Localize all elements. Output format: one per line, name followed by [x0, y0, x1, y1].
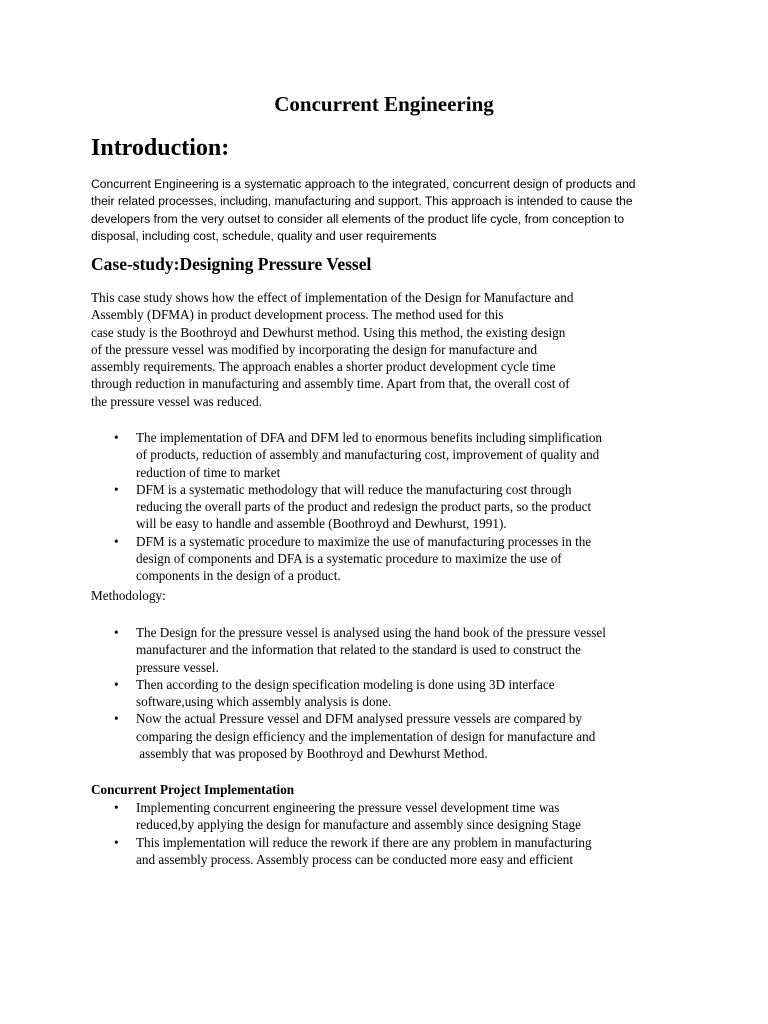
list-item-line: software,using which assembly analysis is done.	[136, 694, 392, 710]
list-item-line: reduced,by applying the design for manufacture and assembly since designing Stage	[136, 817, 581, 833]
bullet-icon: •	[114, 430, 119, 445]
methodology-label: Methodology:	[91, 588, 166, 603]
introduction-paragraph	[91, 176, 691, 245]
list-item	[91, 834, 691, 869]
list-item	[91, 676, 691, 711]
bullet-icon: •	[114, 834, 119, 850]
case-study-paragraph	[91, 289, 691, 410]
list-item	[91, 481, 691, 533]
case-study-heading: Case-study:Designing Pressure Vessel	[91, 254, 372, 274]
list-item-line: DFM is a systematic methodology that will reduce the manufacturing cost through	[136, 481, 572, 497]
bullet-icon: •	[114, 676, 119, 692]
introduction-heading: Introduction:	[91, 135, 230, 161]
bullet-icon: •	[114, 533, 119, 549]
list-item-line: comparing the design efficiency and the implementation of design for manufacture and	[136, 728, 596, 744]
case-study-line: This case study shows how the effect of implementation of the Design for Manufacture and	[91, 290, 574, 305]
list-item-line: assembly that was proposed by Boothroyd and Dewhurst Method.	[136, 746, 488, 762]
list-item-line: DFM is a systematic procedure to maximize the use of manufacturing processes in the	[136, 533, 592, 549]
case-study-line: Assembly (DFMA) in product development process. The method used for this	[91, 307, 504, 323]
introduction-line: their related processes, including, manufacturing and support. This approach is intended to cause the	[91, 194, 633, 209]
list-item	[91, 533, 691, 585]
list-item-line: The Design for the pressure vessel is analysed using the hand book of the pressure vessel	[136, 625, 606, 640]
bullet-icon: •	[114, 481, 119, 497]
case-study-line: through reduction in manufacturing and assembly time. Apart from that, the overall cost of	[91, 376, 570, 392]
list-item-line: The implementation of DFA and DFM led to enormous benefits including simplification	[136, 430, 603, 445]
list-item-line: reducing the overall parts of the product and redesign the product parts, so the product	[136, 499, 592, 515]
list-item	[91, 799, 691, 834]
list-item-line: and assembly process. Assembly process can be conducted more easy and efficient	[136, 851, 574, 867]
bullet-icon: •	[114, 800, 119, 815]
list-item-line: will be easy to handle and assemble (Boothroyd and Dewhurst, 1991).	[136, 516, 507, 532]
bullet-icon: •	[114, 625, 119, 640]
list-item-line: design of components and DFA is a systematic procedure to maximize the use of	[136, 551, 562, 567]
case-study-bullet-list	[91, 429, 691, 585]
project-heading: Concurrent Project Implementation	[91, 782, 295, 797]
case-study-line: assembly requirements. The approach enables a shorter product development cycle time	[91, 359, 556, 375]
project-bullet-list	[91, 799, 691, 868]
list-item-line: components in the design of a product.	[136, 568, 341, 584]
introduction-line: disposal, including cost, schedule, quality and user requirements	[91, 228, 437, 243]
list-item	[91, 710, 691, 762]
document-title: Concurrent Engineering	[274, 92, 494, 116]
list-item-line: of products, reduction of assembly and manufacturing cost, improvement of quality and	[136, 447, 600, 463]
introduction-line: Concurrent Engineering is a systematic approach to the integrated, concurrent design of products and	[91, 177, 636, 191]
list-item-line: Now the actual Pressure vessel and DFM analysed pressure vessels are compared by	[136, 711, 583, 727]
list-item	[91, 429, 691, 481]
list-item-line: Then according to the design specification modeling is done using 3D interface	[136, 676, 555, 692]
list-item-line: pressure vessel.	[136, 659, 219, 675]
case-study-line: of the pressure vessel was modified by incorporating the design for manufacture and	[91, 341, 538, 357]
bullet-icon: •	[114, 711, 119, 727]
list-item-line: This implementation will reduce the rework if there are any problem in manufacturing	[136, 834, 592, 850]
list-item-line: Implementing concurrent engineering the pressure vessel development time was	[136, 800, 560, 815]
list-item	[91, 624, 691, 676]
methodology-bullet-list	[91, 624, 691, 762]
list-item-line: manufacturer and the information that related to the standard is used to construct the	[136, 642, 581, 658]
case-study-line: the pressure vessel was reduced.	[91, 393, 263, 409]
case-study-line: case study is the Boothroyd and Dewhurst method. Using this method, the existing design	[91, 324, 566, 340]
list-item-line: reduction of time to market	[136, 464, 281, 480]
introduction-line: developers from the very outset to consider all elements of the product life cycle, from conception to	[91, 211, 625, 226]
